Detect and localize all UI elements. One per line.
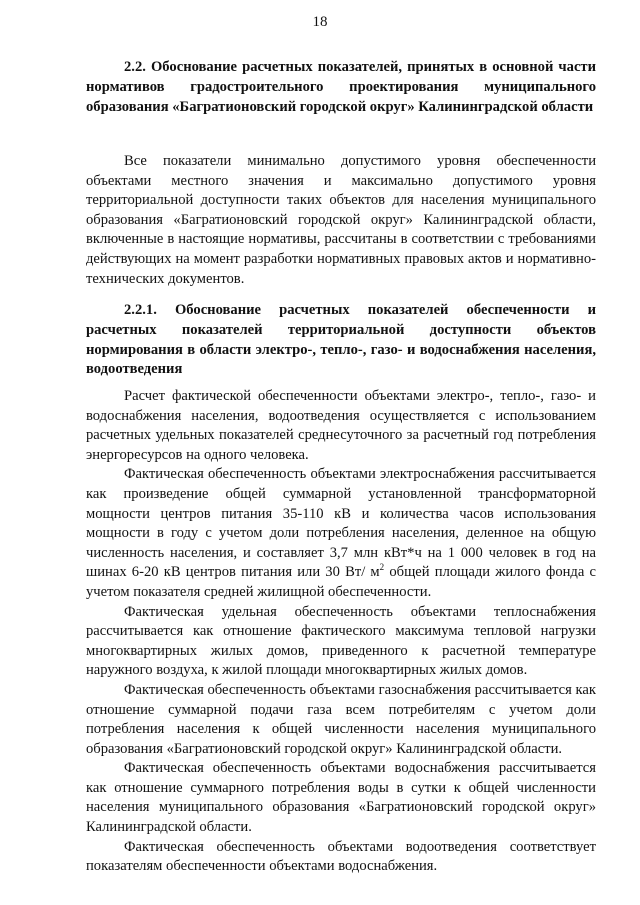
page-number: 18 <box>312 14 328 30</box>
paragraph-heating: Фактическая удельная обеспеченность объектами теплоснабжения рассчитывается как отношение фактического максимума тепловой нагрузки многоквартирных жилых домов, приведенного к расчетной температуре наружного воздуха, к жилой площади многоквартирных жилых домов. <box>86 603 596 679</box>
paragraph-water-disposal: Фактическая обеспеченность объектами водоотведения соответствует показателям обеспеченности объектами водоснабжения. <box>86 838 596 875</box>
subsection-body <box>86 387 596 877</box>
electricity-text-end: общей площади жилого фонда с учетом показателя средней жилищной обеспеченности. <box>86 564 596 600</box>
paragraph-electricity <box>86 465 596 602</box>
superscript-2: 2 <box>379 562 385 573</box>
paragraph-calculation-method: Расчет фактической обеспеченности объектами электро-, тепло-, газо- и водоснабжения населения, водоотведения осуществляется с использованием расчетных удельных показателей среднесуточного за расчетный год потребления энергоресурсов на одного человека. <box>86 388 596 463</box>
section-heading: 2.2. Обоснование расчетных показателей, принятых в основной части нормативов градостроительного проектирования муниципального образования «Багратионовский городской округ» Калининградской области <box>86 59 596 115</box>
paragraph-gas: Фактическая обеспеченность объектами газоснабжения рассчитывается как отношение суммарной подачи газа всем потребителям с учетом доли потребления населения к общей численности населения муниципального образования «Багратионовский городской округ» Калининградской области. <box>86 681 596 757</box>
section-intro-paragraph: Все показатели минимально допустимого уровня обеспеченности объектами местного значения и максимально допустимого уровня территориальной доступности таких объектов для населения муниципального образования «Багратионовский городской округ» Калининградской области, включенные в настоящие нормативы, рассчитаны в соответствии с требованиями действующих на момент разработки нормативных правовых актов и нормативно-технических документов. <box>86 153 596 287</box>
paragraph-water-supply: Фактическая обеспеченность объектами водоснабжения рассчитывается как отношение суммарного потребления воды в сутки к общей численности населения муниципального образования «Багратионовский городской округ» Калининградской области. <box>86 760 596 836</box>
subsection-heading: 2.2.1. Обоснование расчетных показателей обеспеченности и расчетных показателей территориальной доступности объектов нормирования в области электро-, тепло-, газо- и водоснабжения населения, водоотведения <box>86 302 596 378</box>
electricity-text: Фактическая обеспеченность объектами электроснабжения рассчитывается как произведение общей суммарной установленной трансформаторной мощности центров питания 35-110 кВ и количества часов использования мощности в году с учетом доли потребления населения, деленное на общую численность населения, и составляет 3,7 млн кВт*ч на 1 000 человек в год на шинах 6-20 кВ центров питания или 30 Вт/ м <box>86 466 596 581</box>
